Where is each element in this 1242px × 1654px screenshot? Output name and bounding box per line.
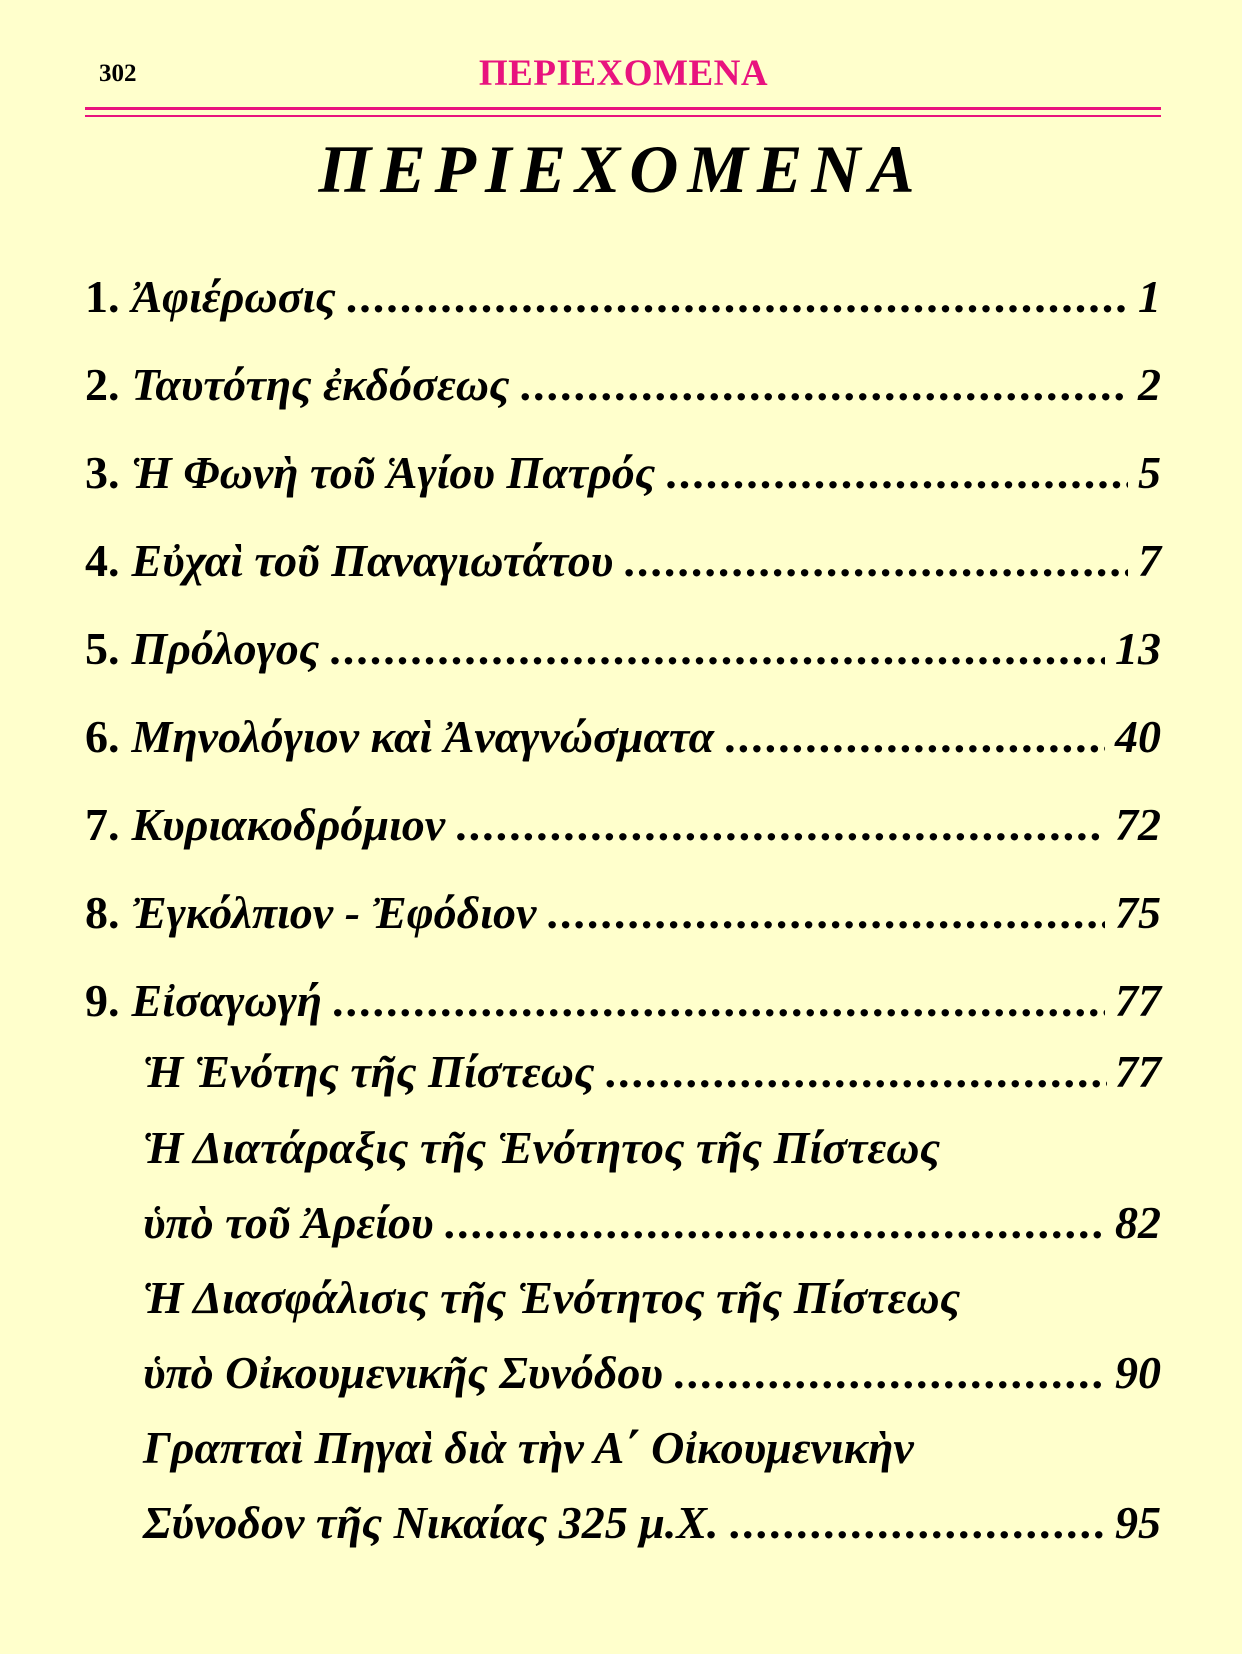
toc-entry-page: 5 <box>1138 446 1161 498</box>
subsection-title: Ἡ Ἑνότης τῆς Πίστεως <box>143 1045 595 1097</box>
toc-entry-number: 1. <box>85 270 120 322</box>
dot-leader <box>520 358 1128 411</box>
toc-entry-page: 40 <box>1115 710 1161 762</box>
running-title: ΠΕΡΙΕΧΟΜΕΝΑ <box>478 53 769 94</box>
toc-entry-title: Εἰσαγωγή <box>131 974 322 1026</box>
subsection-page: 90 <box>1115 1347 1161 1398</box>
toc-entry-title: Ἀφιέρωσις <box>131 270 336 322</box>
header-rule <box>85 115 1161 117</box>
dot-leader <box>623 534 1128 587</box>
toc-entry-title: Ἡ Φωνὴ τοῦ Ἁγίου Πατρός <box>131 446 656 498</box>
toc-entry-page: 7 <box>1138 534 1161 586</box>
toc-entry-title: Ἐγκόλπιον - Ἐφόδιον <box>131 886 537 938</box>
toc-entry[interactable] <box>85 340 1161 428</box>
subsection-page: 95 <box>1115 1497 1161 1548</box>
dot-leader <box>329 622 1105 675</box>
toc-entry[interactable] <box>85 252 1161 340</box>
toc-entry-title: Ταυτότης ἐκδόσεως <box>131 358 510 410</box>
subsection-line <box>143 1185 1161 1260</box>
dot-leader <box>604 1045 1107 1098</box>
subsection-title-continued: Σύνοδον τῆς Νικαίας 325 μ.Χ. <box>143 1497 719 1548</box>
toc-entry-number: 3. <box>85 446 120 498</box>
toc-entry-number: 2. <box>85 358 120 410</box>
toc-entry[interactable] <box>85 428 1161 516</box>
toc-entry-number: 9. <box>85 974 120 1026</box>
toc-entry-page: 72 <box>1115 798 1161 850</box>
toc-entry[interactable] <box>85 868 1161 956</box>
toc-entry-number: 8. <box>85 886 120 938</box>
subsection-title-continued: ὑπὸ Οἰκουμενικῆς Συνόδου <box>143 1347 663 1398</box>
dot-leader <box>346 270 1128 323</box>
subsection-title: Γραπταὶ Πηγαὶ διὰ τὴν Α΄ Οἰκουμενικὴν <box>143 1422 914 1473</box>
subsection-title: Ἡ Διασφάλισις τῆς Ἑνότητος τῆς Πίστεως <box>143 1272 961 1323</box>
dot-leader <box>729 1496 1107 1549</box>
subsection-page: 77 <box>1115 1045 1161 1097</box>
toc-entry-title: Μηνολόγιον καὶ Ἀναγνώσματα <box>131 710 715 762</box>
dot-leader <box>665 446 1128 499</box>
toc-entry[interactable] <box>85 780 1161 868</box>
toc-entry-number: 6. <box>85 710 120 762</box>
subsection-page: 82 <box>1115 1197 1161 1248</box>
page-title: ΠΕΡΙΕΧΟΜΕΝΑ <box>318 131 924 207</box>
dot-leader <box>673 1346 1107 1399</box>
dot-leader <box>444 1196 1108 1249</box>
subsection-line <box>143 1260 1161 1335</box>
subsection-line <box>143 1335 1161 1410</box>
toc-entry[interactable] <box>85 692 1161 780</box>
toc-entry-number: 7. <box>85 798 120 850</box>
toc-entry[interactable] <box>85 516 1161 604</box>
toc-entry[interactable] <box>85 956 1161 1044</box>
toc-entry-number: 4. <box>85 534 120 586</box>
subsection-title: Ἡ Διατάραξις τῆς Ἑνότητος τῆς Πίστεως <box>143 1122 941 1173</box>
toc-entry-page: 75 <box>1115 886 1161 938</box>
subsection-entry[interactable] <box>143 1260 1161 1410</box>
subsection-list <box>143 1032 1161 1560</box>
toc-entry-title: Κυριακοδρόμιον <box>131 798 446 850</box>
subsection-title-continued: ὑπὸ τοῦ Ἀρείου <box>143 1197 434 1248</box>
subsection-entry[interactable] <box>143 1410 1161 1560</box>
toc-entry-page: 1 <box>1138 270 1161 322</box>
subsection-line <box>143 1032 1161 1110</box>
dot-leader <box>724 710 1105 763</box>
toc-entry-page: 2 <box>1138 358 1161 410</box>
subsection-entry[interactable] <box>143 1032 1161 1110</box>
subsection-entry[interactable] <box>143 1110 1161 1260</box>
subsection-line <box>143 1410 1161 1485</box>
toc-entry-number: 5. <box>85 622 120 674</box>
dot-leader <box>546 886 1105 939</box>
subsection-line <box>143 1110 1161 1185</box>
running-head <box>85 52 1162 96</box>
toc-entry-page: 13 <box>1115 622 1161 674</box>
dot-leader <box>455 798 1105 851</box>
toc-entry-page: 77 <box>1115 974 1161 1026</box>
toc-entry[interactable] <box>85 604 1161 692</box>
dot-leader <box>332 974 1105 1027</box>
header-rule <box>85 107 1161 110</box>
subsection-line <box>143 1485 1161 1560</box>
page-number: 302 <box>99 60 137 87</box>
toc-entry-title: Πρόλογος <box>131 622 320 674</box>
toc-entry-title: Εὐχαὶ τοῦ Παναγιωτάτου <box>131 534 614 586</box>
table-of-contents <box>85 252 1161 1044</box>
